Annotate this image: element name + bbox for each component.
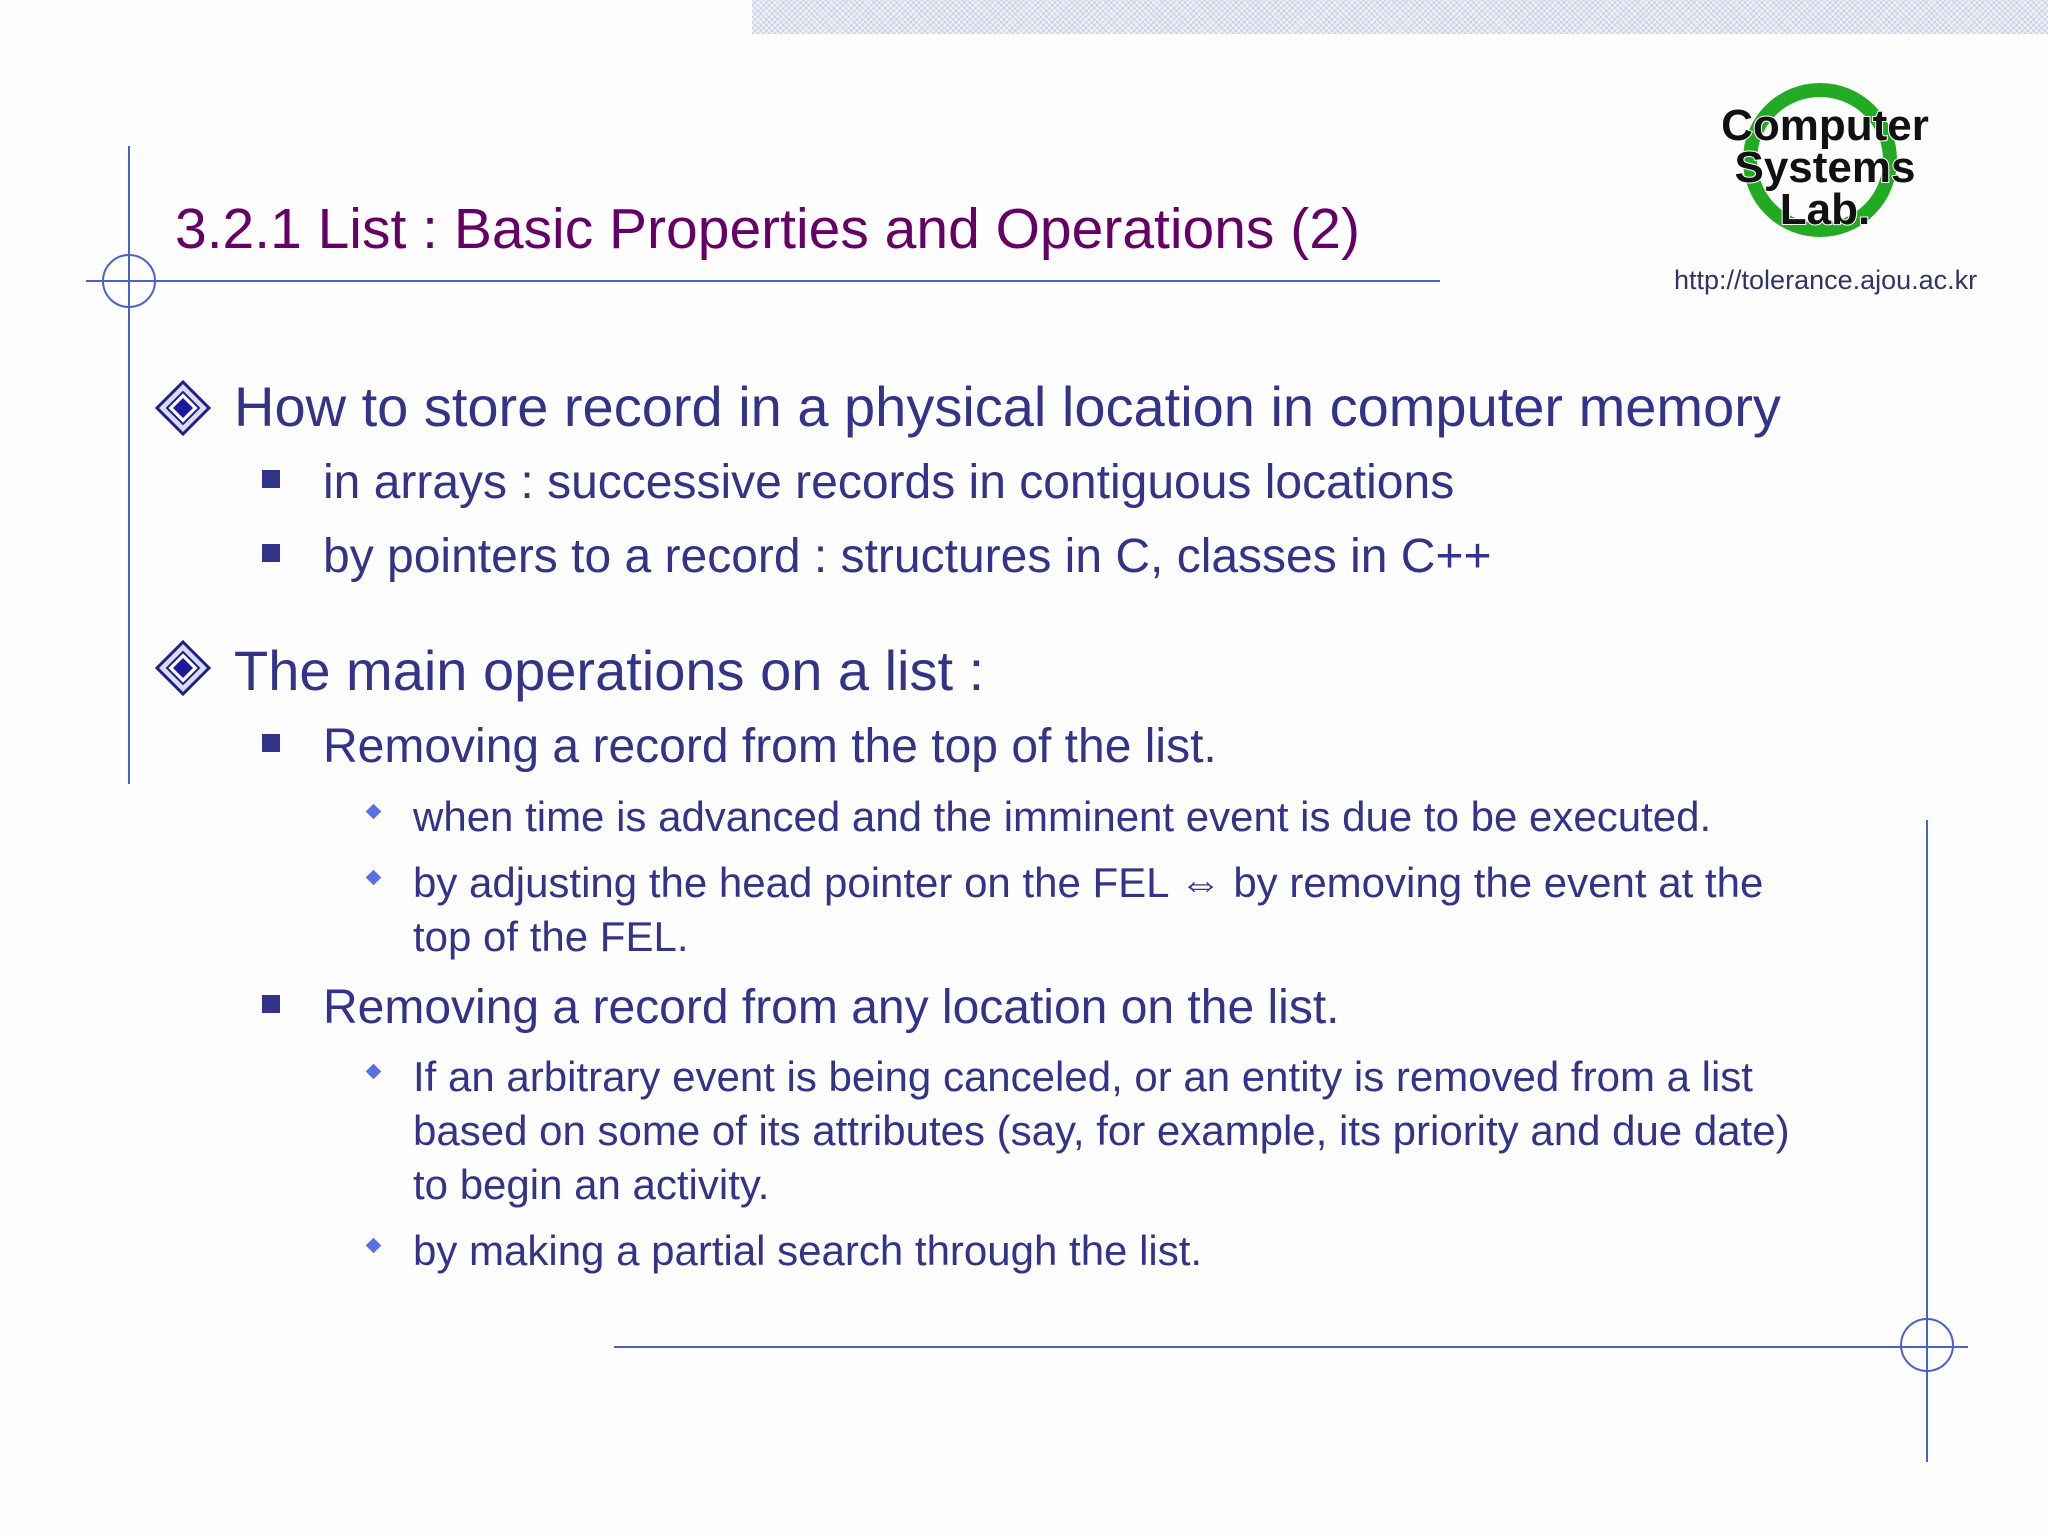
sub-list-item-line: If an arbitrary event is being canceled, or an entity is removed from a list	[413, 1053, 1753, 1100]
lab-url: http://tolerance.ajou.ac.kr	[1674, 265, 1978, 295]
square-bullet-icon	[262, 470, 280, 488]
square-bullet-icon	[262, 995, 280, 1013]
diamond-bullet-icon	[155, 380, 211, 436]
computer-systems-lab-logo	[1700, 80, 1950, 255]
small-diamond-bullet-icon	[366, 1238, 382, 1254]
square-bullet-icon	[262, 734, 280, 752]
diamond-bullet-icon	[155, 640, 211, 696]
list-item: by pointers to a record : structures in C, classes in C++	[323, 530, 1492, 583]
small-diamond-bullet-icon	[366, 804, 382, 820]
crosshair-top-left	[102, 254, 156, 308]
sub-list-item	[413, 1224, 1202, 1278]
slide-title: 3.2.1 List : Basic Properties and Operations (2)	[175, 197, 1360, 261]
list-item: Removing a record from the top of the list.	[323, 720, 1217, 773]
small-diamond-bullet-icon	[366, 1064, 382, 1080]
small-diamond-bullet-icon	[366, 870, 382, 886]
sub-list-item	[413, 856, 1763, 964]
sub-list-item	[413, 790, 1711, 844]
sub-list-item	[413, 1050, 1790, 1212]
square-bullet-icon	[262, 544, 280, 562]
list-item: in arrays : successive records in contiguous locations	[323, 456, 1455, 509]
sub-list-item-line: by making a partial search through the list.	[413, 1227, 1203, 1274]
sub-list-item-line: based on some of its attributes (say, for example, its priority and due date)	[413, 1107, 1790, 1154]
logo-line-2: Systems	[1734, 143, 1916, 192]
header-pattern-band	[752, 0, 2048, 34]
frame-vertical-line-left	[128, 146, 130, 784]
section-1-heading: How to store record in a physical location in computer memory	[234, 375, 1781, 438]
section-2-heading: The main operations on a list :	[234, 639, 985, 702]
logo-line-1: Computer	[1721, 101, 1929, 150]
logo-line-3: Lab.	[1779, 185, 1871, 234]
crosshair-bottom-right	[1900, 1318, 1954, 1372]
title-underline	[86, 280, 1440, 282]
sub-list-item-line: top of the FEL.	[413, 913, 689, 960]
list-item: Removing a record from any location on the list.	[323, 981, 1340, 1034]
sub-list-item-line: to begin an activity.	[413, 1161, 770, 1208]
footer-rule	[614, 1346, 1968, 1348]
sub-list-item-line: when time is advanced and the imminent event is due to be executed.	[413, 793, 1712, 840]
sub-list-item-line: by adjusting the head pointer on the FEL ⇔ by removing the event at the	[413, 859, 1764, 906]
